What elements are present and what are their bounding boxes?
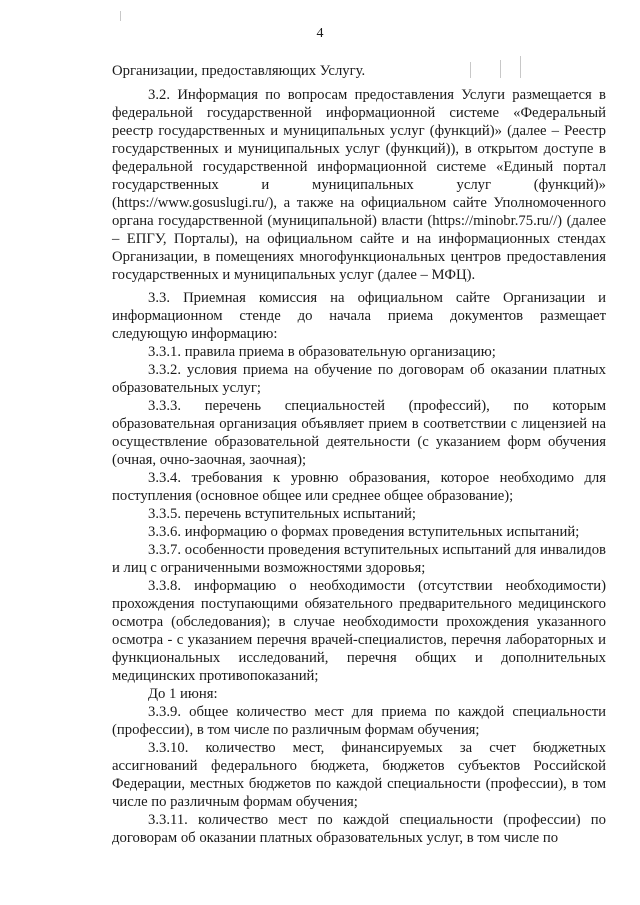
paragraph-3-3-1: 3.3.1. правила приема в образовательную организацию; [148, 344, 496, 360]
paragraph-3-3-3: 3.3.3. перечень специальностей (профессий), по которым образовательная организация объявляет прием в соответствии с лицензией на осуществление образовательной деятельности (с указанием форм обучения (очная, очно-заочная, заочная); [112, 398, 606, 468]
paragraph-3-3-9: 3.3.9. общее количество мест для приема по каждой специальности (профессии), в том числе по различным формам обучения; [112, 704, 606, 738]
paragraph-3-3: 3.3. Приемная комиссия на официальном сайте Организации и информационном стенде до начала приема документов размещает следующую информацию: [112, 290, 606, 342]
page-number: 4 [316, 26, 324, 41]
paragraph-3-3-5: 3.3.5. перечень вступительных испытаний; [148, 506, 416, 522]
scan-artifact [120, 11, 121, 21]
paragraph-3-3-8: 3.3.8. информацию о необходимости (отсутствии необходимости) прохождения поступающими обязательного предварительного медицинского осмотра (обследования); в случае необходимости прохождения указанного осмотра - с указанием перечня врачей-специалистов, перечня лабораторных и функциональных исследований, перечня общих и дополнительных медицинских противопоказаний; [112, 578, 606, 684]
document-body [112, 62, 606, 847]
paragraph-do-1-iyunya: До 1 июня: [148, 686, 218, 702]
paragraph-3-3-7: 3.3.7. особенности проведения вступительных испытаний для инвалидов и лиц с ограниченными возможностями здоровья; [112, 542, 606, 576]
paragraph-3-3-6: 3.3.6. информацию о формах проведения вступительных испытаний; [148, 524, 580, 540]
paragraph-3-3-4: 3.3.4. требования к уровню образования, которое необходимо для поступления (основное общее или среднее общее образование); [112, 470, 606, 504]
paragraph-intro: Организации, предоставляющих Услугу. [112, 63, 366, 79]
paragraph-3-3-10: 3.3.10. количество мест, финансируемых за счет бюджетных ассигнований федерального бюджета, бюджетов субъектов Российской Федерации, местных бюджетов по каждой специальности (профессии), в том числе по различным формам обучения; [112, 740, 606, 810]
paragraph-3-3-11: 3.3.11. количество мест по каждой специальности (профессии) по договорам об оказании платных образовательных услуг, в том числе по [112, 812, 606, 846]
paragraph-3-2: 3.2. Информация по вопросам предоставления Услуги размещается в федеральной государственной информационной системе «Федеральный реестр государственных и муниципальных услуг (функций)» (далее – Реестр государственных и муниципальных услуг (функций)), в открытом доступе в федеральной государственной информационной системе «Единый портал государственных и муниципальных услуг (функций)» (https://www.gosuslugi.ru/), а также на официальном сайте Уполномоченного органа государственной (муниципальной) власти (https://minobr.75.ru//) (далее – ЕПГУ, Порталы), на официальном сайте и на информационных стендах Организации, в помещениях многофункциональных центров предоставления государственных и муниципальных услуг (далее – МФЦ). [112, 87, 606, 283]
paragraph-3-3-2: 3.3.2. условия приема на обучение по договорам об оказании платных образовательных услуг; [112, 362, 606, 396]
